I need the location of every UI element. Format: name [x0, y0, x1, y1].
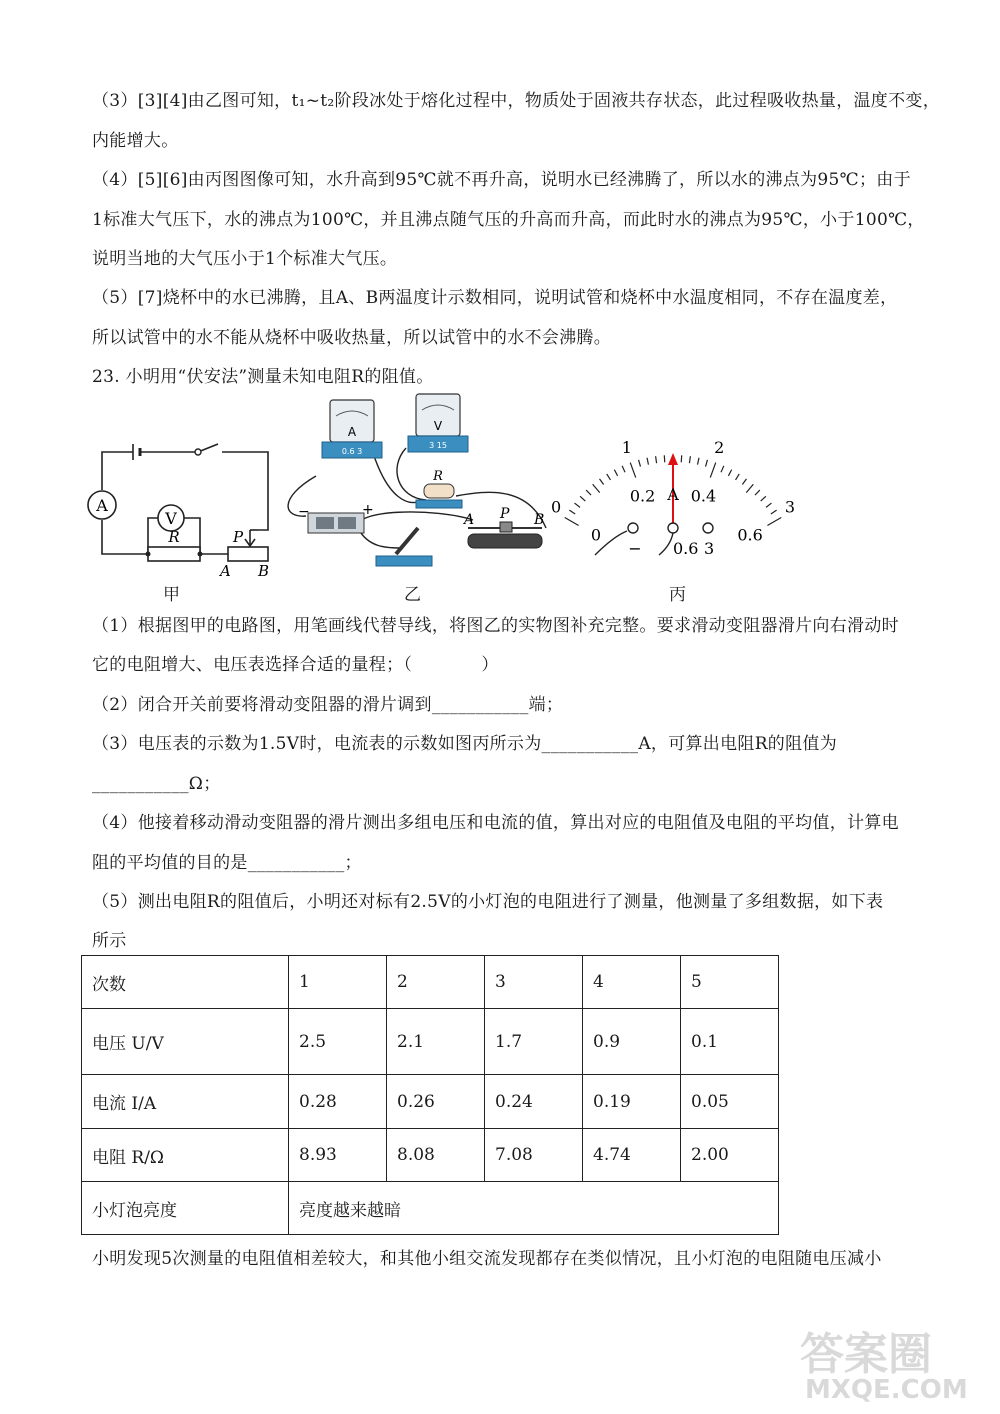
- bing-terminal-3-label: 3: [704, 539, 715, 558]
- jia-slider-label: P: [233, 528, 244, 546]
- q1-line2: 它的电阻增大、电压表选择合适的量程；（ ）: [92, 655, 499, 675]
- dial-tick: [755, 490, 760, 495]
- table-cell: 5: [681, 956, 779, 1009]
- dial-tick: [614, 470, 617, 476]
- dial-tick: [565, 518, 579, 526]
- dial-bottom-label: 0.2: [629, 486, 656, 506]
- table-row: [82, 1075, 779, 1129]
- measurement-table: [81, 955, 779, 1235]
- answer-3-line1: （3）[3][4]由乙图可知，t₁~t₂阶段冰处于熔化过程中，物质处于固液共存状态，此过程吸收热量，温度不变，: [92, 91, 941, 111]
- dial-tick: [580, 496, 585, 501]
- table-cell: 2.5: [289, 1009, 387, 1075]
- table-cell: 4: [583, 956, 681, 1009]
- dial-tick: [622, 466, 625, 472]
- dial-tick: [767, 518, 781, 526]
- table-cell: 2.1: [387, 1009, 485, 1075]
- yi-resistor-label: R: [433, 469, 443, 484]
- figure-bing-caption: 丙: [669, 585, 686, 605]
- yi-resistor: [416, 469, 462, 508]
- yi-ammeter-label: A: [347, 425, 357, 439]
- dial-tick: [761, 496, 766, 501]
- jia-ammeter-label: A: [96, 496, 108, 515]
- q1-line1: （1）根据图甲的电路图，用笔画线代替导线，将图乙的实物图补充完整。要求滑动变阻器滑片向右滑动时: [92, 616, 899, 636]
- answer-4-line3: 说明当地的大气压小于1个标准大气压。: [92, 249, 398, 269]
- bing-terminal-3: [703, 523, 713, 533]
- answer-4-line1: （4）[5][6]由丙图图像可知，水升高到95℃就不再升高，说明水已经沸腾了，所以水的沸点为95℃；由于: [92, 170, 911, 190]
- dial-tick: [698, 458, 699, 465]
- jia-end-a-label: A: [220, 562, 231, 580]
- dial-tick: [689, 456, 690, 463]
- bing-terminal-06: [668, 523, 678, 533]
- dial-tick: [742, 479, 746, 485]
- figure-yi-caption: 乙: [404, 585, 421, 605]
- table-cell: 7.08: [485, 1129, 583, 1182]
- yi-plus-label: +: [362, 502, 374, 518]
- table-cell: 次数: [82, 956, 289, 1009]
- table-cell: 亮度越来越暗: [289, 1182, 779, 1235]
- table-cell: 8.08: [387, 1129, 485, 1182]
- q2-line: （2）闭合开关前要将滑动变阻器的滑片调到___________端；: [92, 695, 564, 715]
- dial-top-label: 2: [714, 438, 725, 458]
- table-cell: 0.19: [583, 1075, 681, 1129]
- dial-tick: [593, 484, 600, 492]
- yi-minus-label: −: [298, 504, 310, 520]
- dial-tick: [607, 474, 611, 480]
- dial-tick: [600, 479, 604, 485]
- jia-resistor-label: R: [168, 528, 180, 546]
- watermark-url: MXQE.COM: [805, 1375, 968, 1405]
- jia-end-b-label: B: [258, 562, 270, 580]
- dial-tick: [574, 503, 580, 507]
- table-cell: 2: [387, 956, 485, 1009]
- yi-rheostat: [462, 506, 544, 548]
- tail-paragraph: 小明发现5次测量的电阻值相差较大，和其他小组交流发现都存在类似情况，且小灯泡的电阻随电压减小: [92, 1249, 882, 1269]
- dial-tick: [586, 490, 591, 495]
- table-cell: 小灯泡亮度: [82, 1182, 289, 1235]
- yi-end-a-label: A: [464, 512, 475, 528]
- yi-ammeter-terminals: 0.6 3: [341, 447, 363, 456]
- table-row: [82, 956, 779, 1009]
- bing-terminal-minus-label: −: [628, 539, 642, 558]
- table-cell: 0.9: [583, 1009, 681, 1075]
- dial-tick: [746, 484, 753, 492]
- dial-bottom-label: 0: [590, 525, 602, 545]
- dial-tick: [639, 460, 641, 467]
- yi-slider-label: P: [500, 506, 510, 522]
- yi-voltmeter-label: V: [433, 419, 443, 433]
- dial-tick: [728, 470, 731, 476]
- answer-4-line2: 1标准大气压下，水的沸点为100℃，并且沸点随气压的升高而升高，而此时水的沸点为95℃，小于100℃，: [92, 210, 925, 230]
- dial-top-label: 1: [621, 438, 632, 458]
- question-23-title: 23. 小明用“伏安法”测量未知电阻R的阻值。: [92, 367, 434, 387]
- answer-3-line2: 内能增大。: [92, 131, 179, 151]
- watermark-logo: 答案圈: [800, 1329, 932, 1380]
- dial-tick: [771, 510, 777, 514]
- dial-tick: [766, 503, 772, 507]
- dial-tick: [630, 463, 635, 478]
- table-cell: 0.26: [387, 1075, 485, 1129]
- table-row: [82, 1129, 779, 1182]
- dial-bottom-label: 0.6: [737, 525, 763, 545]
- table-cell: 电流 I/A: [82, 1075, 289, 1129]
- dial-bottom-label: 0.4: [690, 486, 717, 506]
- yi-ammeter: [322, 400, 382, 458]
- dial-top-label: 3: [784, 497, 796, 517]
- yi-voltmeter-terminals: 3 15: [429, 441, 447, 450]
- q5-line2: 所示: [92, 931, 127, 951]
- table-cell: 2.00: [681, 1129, 779, 1182]
- table-cell: 1: [289, 956, 387, 1009]
- table-cell: 0.1: [681, 1009, 779, 1075]
- answer-5-line2: 所以试管中的水不能从烧杯中吸收热量，所以试管中的水不会沸腾。: [92, 328, 611, 348]
- dial-tick: [736, 474, 740, 480]
- dial-tick: [656, 456, 657, 463]
- dial-tick: [647, 458, 648, 465]
- dial-tick: [721, 466, 724, 472]
- table-cell: 8.93: [289, 1129, 387, 1182]
- q5-line1: （5）测出电阻R的阻值后，小明还对标有2.5V的小灯泡的电阻进行了测量，他测量了多组数据，如下表: [92, 892, 884, 912]
- figure-bing-dial: [550, 405, 805, 565]
- table-cell: 1.7: [485, 1009, 583, 1075]
- figure-yi-apparatus: [288, 388, 558, 578]
- table-row: [82, 1182, 779, 1235]
- q4-line2: 阻的平均值的目的是___________；: [92, 853, 362, 873]
- yi-end-b-label: B: [534, 512, 545, 528]
- q3-line2: ___________Ω；: [92, 774, 221, 794]
- bing-unit-label: A: [667, 485, 679, 504]
- q3-line1: （3）电压表的示数为1.5V时，电流表的示数如图丙所示为___________A，可算出电阻R的阻值为: [92, 734, 838, 754]
- answer-5-line1: （5）[7]烧杯中的水已沸腾，且A、B两温度计示数相同，说明试管和烧杯中水温度相同，不存在温度差，: [92, 288, 898, 308]
- dial-tick: [710, 463, 715, 478]
- table-cell: 4.74: [583, 1129, 681, 1182]
- table-cell: 0.28: [289, 1075, 387, 1129]
- dial-tick: [569, 510, 575, 514]
- bing-needle-tip: [668, 453, 678, 465]
- table-cell: 0.24: [485, 1075, 583, 1129]
- figure-jia-caption: 甲: [163, 585, 180, 605]
- bing-terminal-06-label: 0.6: [673, 539, 699, 558]
- table-cell: 3: [485, 956, 583, 1009]
- dial-tick: [706, 460, 708, 467]
- table-cell: 电压 U/V: [82, 1009, 289, 1075]
- yi-voltmeter: [408, 394, 468, 452]
- jia-voltmeter-label: V: [165, 509, 177, 528]
- yi-battery: [298, 502, 374, 533]
- table-cell: 电阻 R/Ω: [82, 1129, 289, 1182]
- figure-jia-circuit: [88, 430, 288, 580]
- table-row: [82, 1009, 779, 1075]
- bing-terminal-minus: [628, 523, 638, 533]
- q4-line1: （4）他接着移动滑动变阻器的滑片测出多组电压和电流的值，算出对应的电阻值及电阻的平均值，计算电: [92, 813, 899, 833]
- table-cell: 0.05: [681, 1075, 779, 1129]
- dial-top-label: 0: [550, 497, 562, 517]
